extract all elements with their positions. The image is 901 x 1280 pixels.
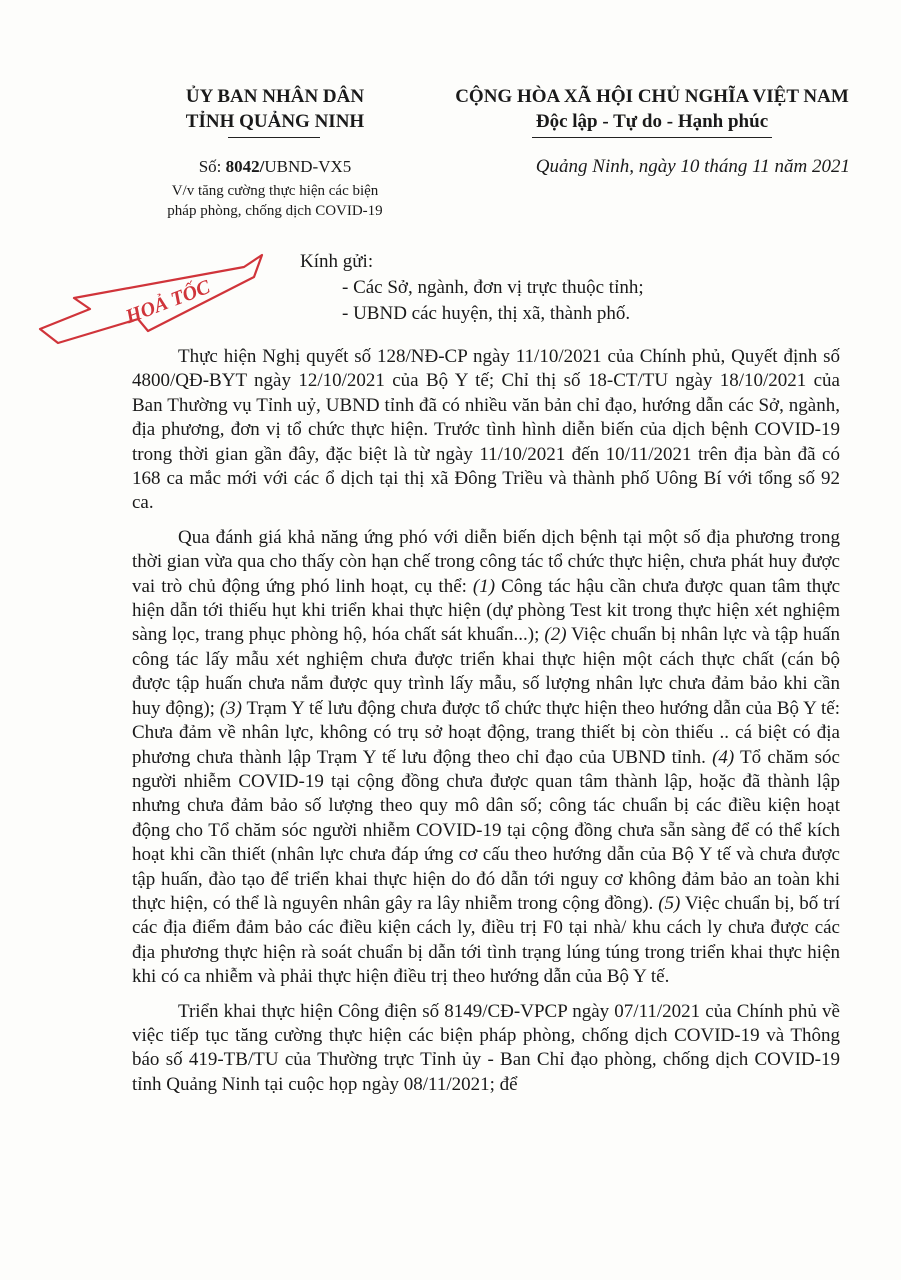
paragraph-text: Công tác hậu cần chưa được quan tâm thực hiện dẫn tới thiếu hụt khi triển khai thực hiện (dự phòng Test kit trong thực hiện xét nghiệm sàng lọc, trang phục phòng hộ, hóa chất sát khuẩn...); xyxy=(132,575,840,646)
urgent-stamp xyxy=(30,245,270,350)
national-motto: Độc lập - Tự do - Hạnh phúc xyxy=(535,111,769,132)
document-subject xyxy=(140,181,410,221)
recipients-greeting: Kính gửi: xyxy=(300,251,374,272)
paragraph-text: Trạm Y tế lưu động chưa được tổ chức thực hiện theo hướng dẫn của Bộ Y tế: Chưa đảm về nhân lực, không có trụ sở hoạt động, trang thiết bị còn thiếu .. cá biệt có địa phương chưa thành lập Trạm Y tế lưu động theo chỉ đạo của UBND tỉnh. xyxy=(132,697,840,768)
item-marker: (4) xyxy=(712,746,735,768)
issuer-line-1: ỦY BAN NHÂN DÂN xyxy=(185,86,365,107)
paragraph-text: Việc chuẩn bị, bố trí các địa điểm đảm bảo các điều kiện cách ly, điều trị F0 tại nhà/ khu cách ly chưa được các địa phương thực hiện rà soát chuẩn bị dẫn tới tình trạng lúng túng trong triển khai thực hiện khi có ca nhiễm và phải thực hiện điều trị theo hướng dẫn của Bộ Y tế. xyxy=(132,892,840,988)
issuer-line-2: TỈNH QUẢNG NINH xyxy=(185,111,365,132)
paragraph-text: Tổ chăm sóc người nhiễm COVID-19 tại cộng đồng chưa được quan tâm thành lập, hoặc đã thành lập nhưng chưa đảm bảo số lượng theo quy mô dân số; công tác chuẩn bị các điều kiện hoạt động cho Tổ chăm sóc người nhiễm COVID-19 tại cộng đồng chưa sẵn sàng để có thể kích hoạt khi cần thiết (nhân lực chưa đáp ứng cơ cấu theo hướng dẫn của Bộ Y tế và chưa được tập huấn, đào tạo để triển khai thực hiện do đó dẫn tới nguy cơ không đảm bảo an toàn khi thực hiện, có thể là nguyên nhân gây ra lây nhiễm trong cộng đồng). xyxy=(132,746,840,914)
document-number-value: 8042/ xyxy=(225,157,265,176)
document-body xyxy=(132,345,840,1107)
document-number xyxy=(150,157,400,177)
paragraph-text: Việc chuẩn bị nhân lực và tập huấn công tác lấy mẫu xét nghiệm chưa được triển khai thực hiện một cách thực chất (cán bộ được tập huấn chưa nắm được quy trình lấy mẫu, số lượng nhân lực chưa đảm bảo khi cần huy động); xyxy=(132,624,840,719)
item-marker: (1) xyxy=(472,575,496,597)
item-marker: (3) xyxy=(219,697,242,719)
stamp-text: HOẢ TỐC xyxy=(122,276,214,329)
motto-underline xyxy=(532,137,772,138)
recipient-item: - Các Sở, ngành, đơn vị trực thuộc tỉnh; xyxy=(342,277,644,298)
document-number-prefix: Số: xyxy=(198,157,226,176)
body-paragraph-3: Triển khai thực hiện Công điện số 8149/CĐ-VPCP ngày 07/11/2021 của Chính phủ về việc tiếp tục tăng cường thực hiện các biện pháp phòng, chống dịch COVID-19 và Thông báo số 419-TB/TU của Thường trực Tỉnh ủy - Ban Chỉ đạo phòng, chống dịch COVID-19 tỉnh Quảng Ninh tại cuộc họp ngày 08/11/2021; để xyxy=(132,1000,840,1095)
document-date: Quảng Ninh, ngày 10 tháng 11 năm 2021 xyxy=(535,156,850,177)
document-number-suffix: UBND-VX5 xyxy=(264,157,352,176)
paragraph-text: Qua đánh giá khả năng ứng phó với diễn biến dịch bệnh tại một số địa phương trong thời gian vừa qua cho thấy còn hạn chế trong công tác tổ chức thực hiện, chưa phát huy được vai trò chủ động ứng phó linh hoạt, cụ thể: xyxy=(132,526,840,597)
national-title: CỘNG HÒA XÃ HỘI CHỦ NGHĨA VIỆT NAM xyxy=(455,86,849,107)
body-paragraph-1: Thực hiện Nghị quyết số 128/NĐ-CP ngày 11/10/2021 của Chính phủ, Quyết định số 4800/QĐ-BYT ngày 12/10/2021 của Bộ Y tế; Chỉ thị số 18-CT/TU ngày 18/10/2021 của Ban Thường vụ Tỉnh uỷ, UBND tỉnh đã có nhiều văn bản chỉ đạo, hướng dẫn các Sở, ngành, địa phương, đơn vị tổ chức thực hiện. Trước tình hình diễn biến của dịch bệnh COVID-19 trong thời gian gần đây, đặc biệt là từ ngày 11/10/2021 đến 10/11/2021 trên địa bàn đã có 168 ca mắc mới với các ổ dịch tại thị xã Đông Triều và thành phố Uông Bí với tổng số 92 ca. xyxy=(132,346,840,514)
subject-line-1: V/v tăng cường thực hiện các biện xyxy=(171,183,379,199)
body-paragraph-2 xyxy=(132,526,840,990)
issuer-underline xyxy=(228,137,320,138)
subject-line-2: pháp phòng, chống dịch COVID-19 xyxy=(167,203,383,219)
item-marker: (5) xyxy=(658,892,681,914)
recipient-item: - UBND các huyện, thị xã, thành phố. xyxy=(342,303,631,324)
item-marker: (2) xyxy=(544,624,567,646)
